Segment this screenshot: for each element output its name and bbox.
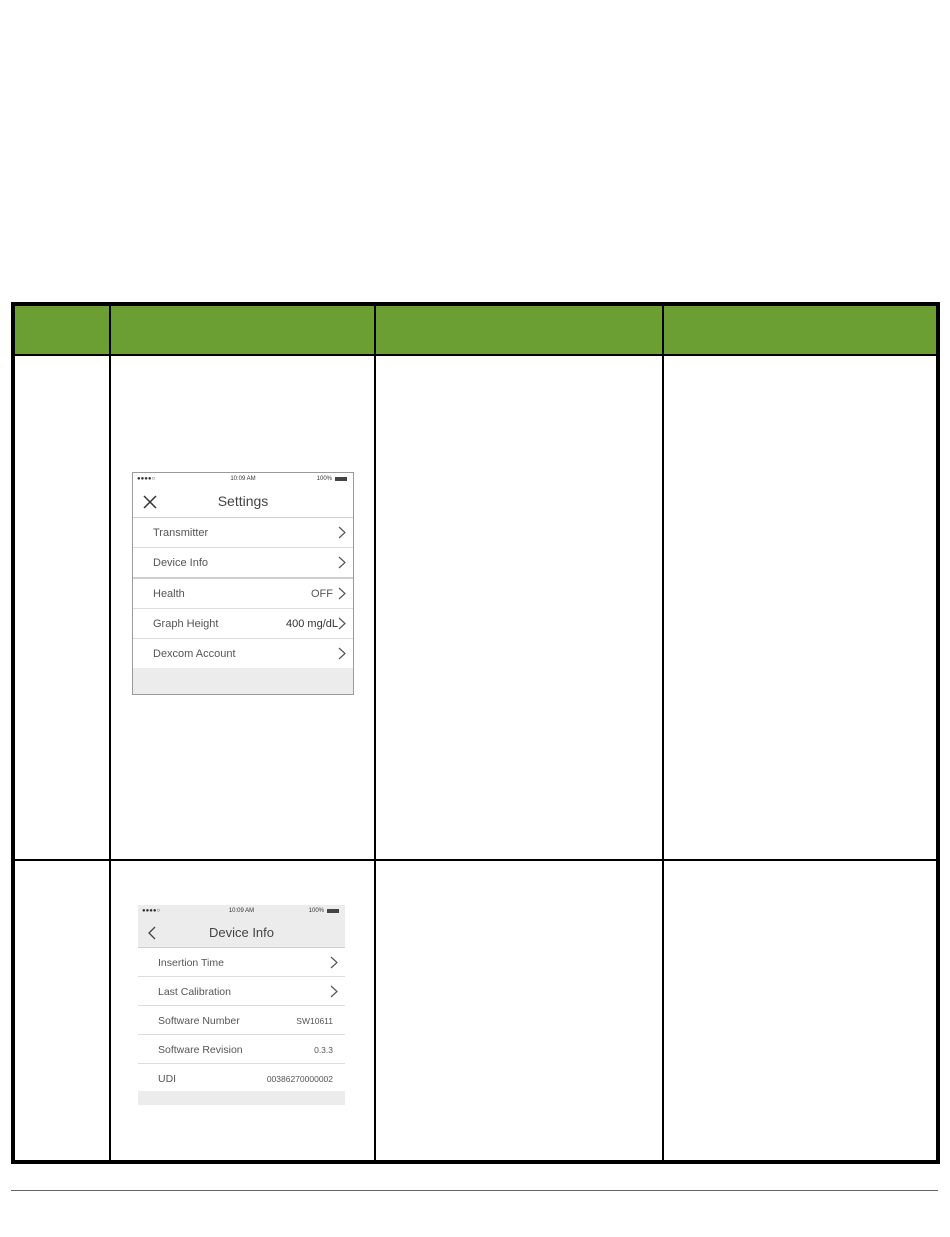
status-bar [138,905,345,919]
battery-icon [327,909,339,913]
battery-icon [335,477,347,481]
status-bar [133,473,353,487]
device-info-item-last-calibration[interactable]: Last Calibration [138,977,345,1006]
page-title: Device Info [208,925,275,940]
status-time: 10:09 AM [228,908,255,914]
footer-rule [11,1190,938,1191]
row-divider [15,859,936,861]
chevron-right-icon [338,617,346,630]
udi-value: 00386270000002 [266,1074,333,1084]
column-divider [374,306,376,1160]
column-divider [662,306,664,1160]
battery-level: 100% [308,908,324,914]
health-value: OFF [311,588,333,600]
software-revision-value: 0.3.3 [314,1045,333,1055]
chevron-right-icon [338,647,346,660]
column-divider [109,306,111,1160]
device-info-item-udi: UDI 00386270000002 [138,1064,345,1093]
settings-screenshot [132,472,354,695]
page-title: Settings [217,493,269,509]
device-info-item-insertion-time[interactable]: Insertion Time [138,948,345,977]
screen-footer [138,1091,345,1105]
document-table [11,302,940,1164]
settings-item-device-info[interactable]: Device Info [133,548,353,579]
software-number-value: SW10611 [296,1016,333,1026]
graph-height-value: 400 mg/dL [286,618,338,630]
chevron-right-icon [338,526,346,539]
settings-item-dexcom-account[interactable]: Dexcom Account [133,639,353,669]
device-info-item-software-number: Software Number SW10611 [138,1006,345,1035]
chevron-right-icon [338,556,346,569]
device-info-item-software-revision: Software Revision 0.3.3 [138,1035,345,1064]
chevron-right-icon [338,587,346,600]
table-header-row [15,306,936,354]
settings-item-health[interactable]: Health OFF [133,579,353,609]
nav-bar [133,487,353,518]
chevron-right-icon [330,956,338,969]
battery-level: 100% [316,476,332,482]
screen-footer [133,668,353,694]
device-info-screenshot [138,905,345,1105]
settings-item-graph-height[interactable]: Graph Height 400 mg/dL [133,609,353,639]
chevron-right-icon [330,985,338,998]
nav-bar [138,919,345,948]
status-time: 10:09 AM [230,476,256,482]
signal-icon: ●●●●○ [137,476,156,482]
settings-item-transmitter[interactable]: Transmitter [133,518,353,548]
signal-icon: ●●●●○ [142,908,161,914]
row-divider [15,354,936,356]
